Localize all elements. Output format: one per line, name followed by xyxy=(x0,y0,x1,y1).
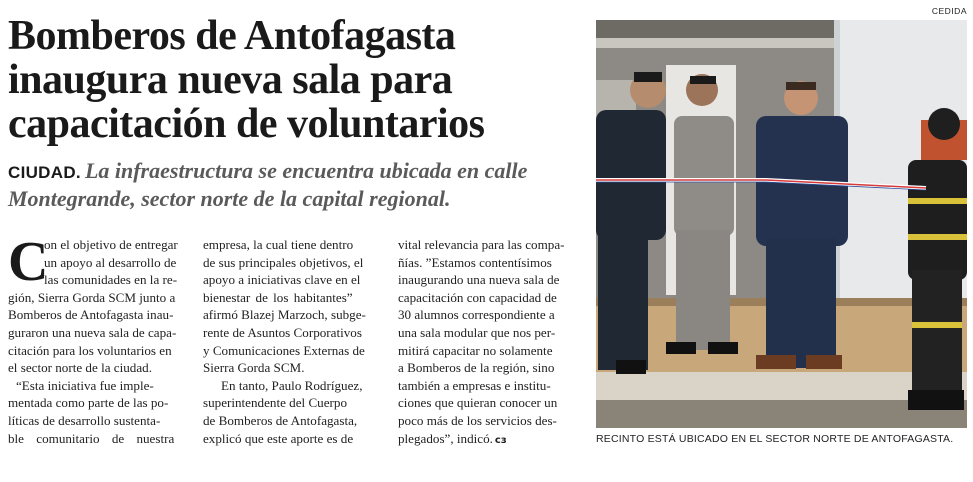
drop-cap: C xyxy=(8,231,49,293)
body-line: una sala modular que nos per- xyxy=(398,324,556,340)
body-line: En tanto, Paulo Rodríguez, xyxy=(221,377,363,393)
deck-text: Montegrande, sector norte de la capital regional. xyxy=(8,186,451,211)
headline-line: inaugura nueva sala para xyxy=(8,57,453,103)
body-line: líticas de desarrollo sustenta- xyxy=(8,412,161,428)
body-line: empresa, la cual tiene dentro xyxy=(203,237,354,252)
body-line: guraron una nueva sala de capa- xyxy=(8,324,177,340)
body-line: 30 alumnos correspondiente a xyxy=(398,307,555,323)
body-line: “Esta iniciativa fue imple- xyxy=(16,377,154,393)
body-line: apoyo a iniciativas clave en el xyxy=(203,272,361,288)
body-line: a Bomberos de la región, sino xyxy=(398,360,555,376)
body-line: el sector norte de la ciudad. xyxy=(8,360,152,376)
body-column-3 xyxy=(398,236,574,449)
body-line: ciones que quieran conocer un xyxy=(398,395,558,411)
body-line: ñías. ”Estamos contentísimos xyxy=(398,254,552,270)
photo-caption: RECINTO ESTÁ UBICADO EN EL SECTOR NORTE DE ANTOFAGASTA. xyxy=(596,433,954,445)
body-line: Bomberos de Antofagasta inau- xyxy=(8,307,174,323)
body-line: de Bomberos de Antofagasta, xyxy=(203,412,358,428)
body-line: ble comunitario de nuestra xyxy=(8,430,175,446)
body-line: mitirá capacitar no solamente xyxy=(398,342,553,358)
end-mark: ϲз xyxy=(494,434,507,446)
section-label: CIUDAD. xyxy=(8,163,81,182)
body-line: superintendente del Cuerpo xyxy=(203,395,347,411)
body-line: de sus principales objetivos, el xyxy=(203,254,364,270)
body-line: las comunidades en la re- xyxy=(44,272,178,288)
ribbon-cutting-photo xyxy=(596,20,967,428)
body-line: on el objetivo de entregar xyxy=(44,237,178,252)
body-line: bienestar de los habitantes” xyxy=(203,289,353,305)
news-photo xyxy=(596,20,967,428)
body-line: rente de Asuntos Corporativos xyxy=(203,324,362,340)
headline-line: Bomberos de Antofagasta xyxy=(8,13,456,59)
body-line: un apoyo al desarrollo de xyxy=(44,254,177,270)
headline xyxy=(8,14,588,146)
body-line: inaugurando una nueva sala de xyxy=(398,272,560,288)
body-line: Sierra Gorda SCM. xyxy=(203,360,305,376)
body-line xyxy=(398,430,574,450)
body-line: también a empresas e institu- xyxy=(398,377,551,393)
body-column-1 xyxy=(8,231,184,447)
body-line: gión, Sierra Gorda SCM junto a xyxy=(8,289,176,305)
deck-text: La infraestructura se encuentra ubicada en calle xyxy=(84,158,528,183)
body-line: mentada como parte de las po- xyxy=(8,395,169,411)
body-line: citación para los voluntarios en xyxy=(8,342,172,358)
deck-line xyxy=(8,158,588,186)
deck xyxy=(8,158,588,212)
body-line: capacitación con capacidad de xyxy=(398,289,557,305)
body-line-text: plegados”, indicó. xyxy=(398,430,493,446)
body-line: y Comunicaciones Externas de xyxy=(203,342,365,358)
body-line: afirmó Blazej Marzoch, subge- xyxy=(203,307,366,323)
headline-line: capacitación de voluntarios xyxy=(8,101,485,147)
body-line: vital relevancia para las compa- xyxy=(398,237,565,252)
body-line: poco más de los servicios des- xyxy=(398,412,557,428)
body-line: explicó que este aporte es de xyxy=(203,430,354,446)
body-column-2 xyxy=(203,236,379,447)
credit: CEDIDA xyxy=(931,6,967,16)
